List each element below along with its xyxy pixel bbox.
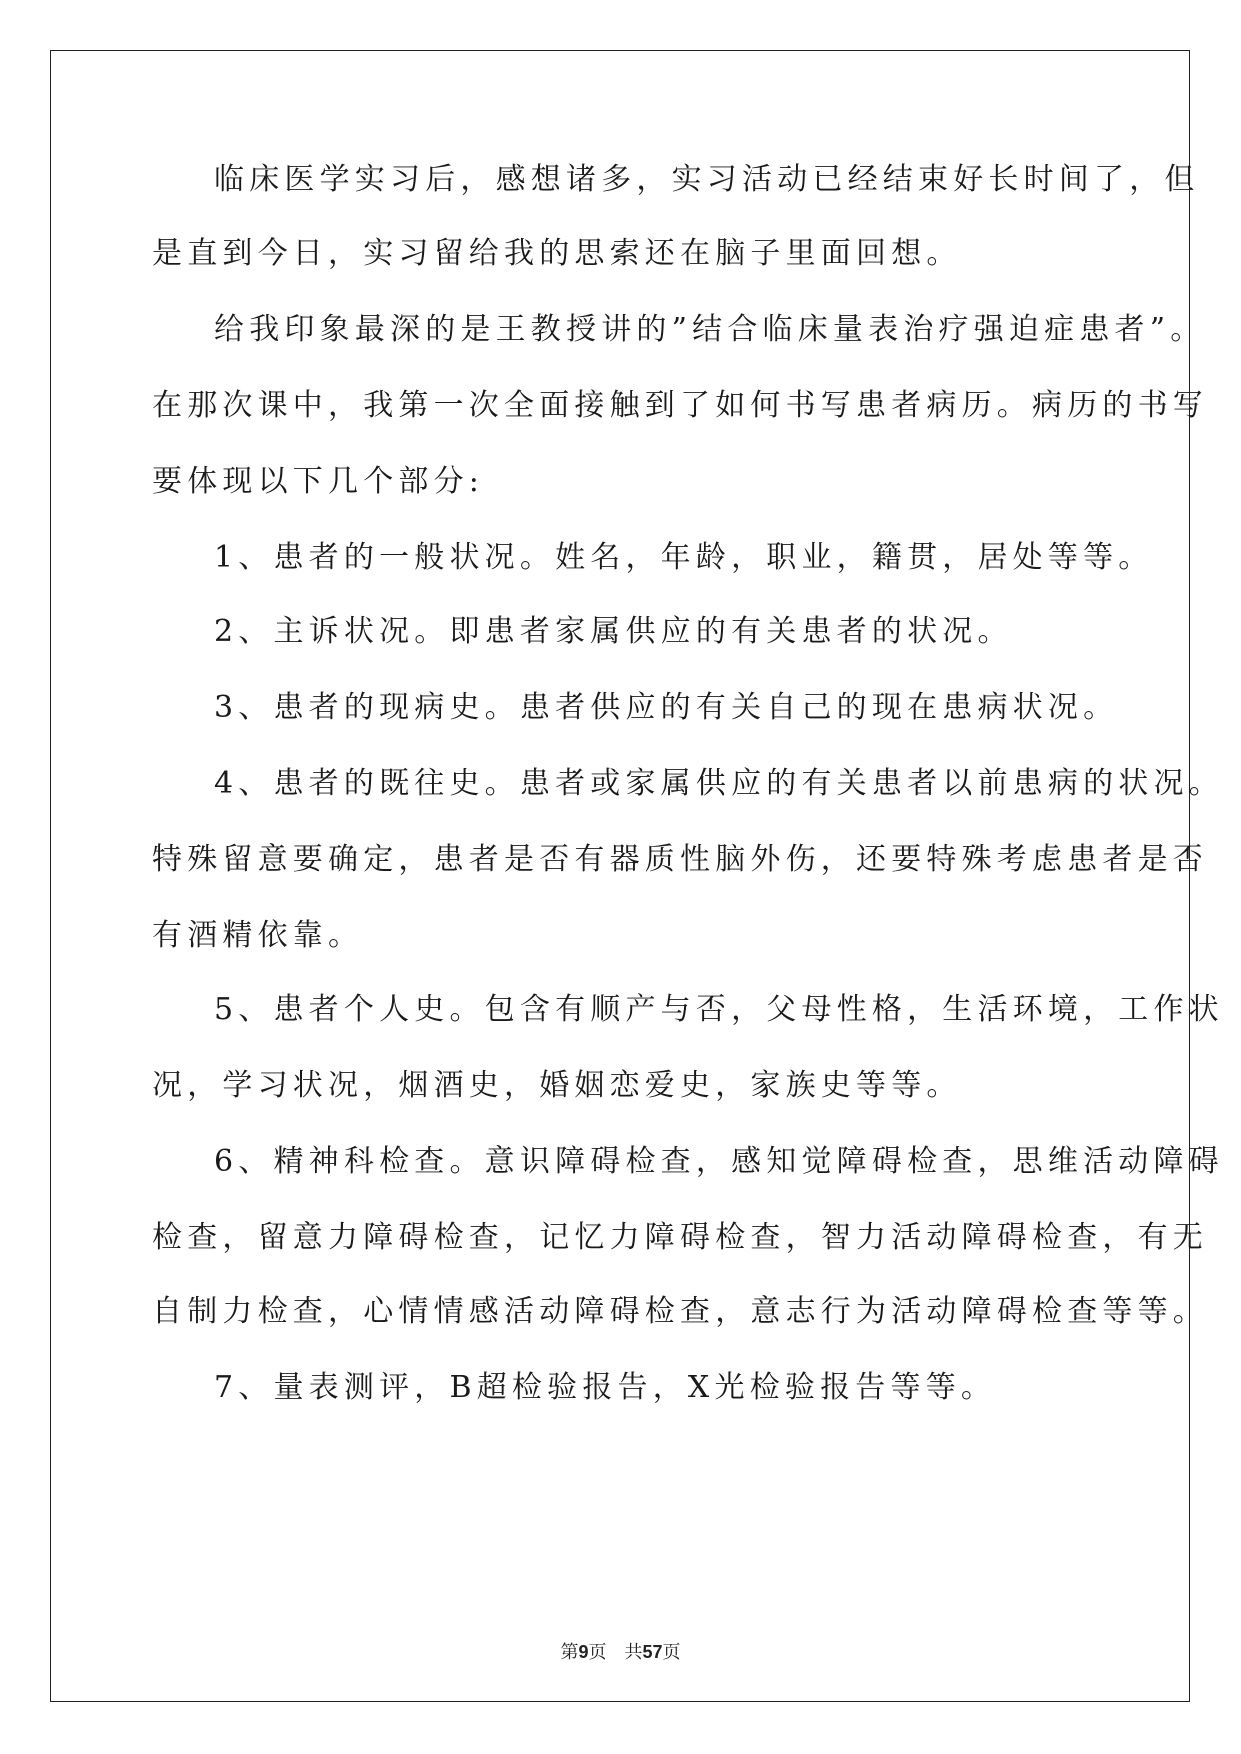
paragraph-line: 有酒精依靠。 bbox=[152, 918, 364, 953]
footer-total-pages: 57 bbox=[642, 1642, 663, 1662]
paragraph-line: 况，学习状况，烟酒史，婚姻恋爱史，家族史等等。 bbox=[152, 1068, 962, 1103]
footer-page-suffix: 页 bbox=[662, 1642, 681, 1662]
paragraph-line: 5、患者个人史。包含有顺产与否，父母性格，生活环境，工作状 bbox=[214, 992, 1224, 1027]
paragraph-line: 给我印象最深的是王教授讲的”结合临床量表治疗强迫症患者”。 bbox=[214, 312, 1206, 347]
paragraph-line: 6、精神科检查。意识障碍检查，感知觉障碍检查，思维活动障碍 bbox=[214, 1144, 1224, 1179]
footer-page-number: 9 bbox=[578, 1642, 589, 1662]
paragraph-line: 临床医学实习后，感想诸多，实习活动已经结束好长时间了，但 bbox=[214, 162, 1200, 197]
paragraph-line: 7、量表测评，B超检验报告，X光检验报告等等。 bbox=[214, 1370, 997, 1405]
paragraph-line: 在那次课中，我第一次全面接触到了如何书写患者病历。病历的书写 bbox=[152, 388, 1208, 423]
paragraph-line: 4、患者的既往史。患者或家属供应的有关患者以前患病的状况。 bbox=[214, 766, 1224, 801]
page-footer bbox=[0, 1638, 1241, 1664]
paragraph-line: 1、患者的一般状况。姓名，年龄，职业，籍贯，居处等等。 bbox=[214, 540, 1154, 575]
footer-page-mid: 页 共 bbox=[588, 1642, 643, 1662]
paragraph-line: 3、患者的现病史。患者供应的有关自己的现在患病状况。 bbox=[214, 690, 1119, 725]
paragraph-line: 2、主诉状况。即患者家属供应的有关患者的状况。 bbox=[214, 614, 1013, 649]
paragraph-line: 是直到今日，实习留给我的思索还在脑子里面回想。 bbox=[152, 236, 962, 271]
paragraph-line: 要体现以下几个部分: bbox=[152, 464, 485, 499]
paragraph-line: 检查，留意力障碍检查，记忆力障碍检查，智力活动障碍检查，有无 bbox=[152, 1220, 1208, 1255]
footer-page-prefix: 第 bbox=[560, 1642, 579, 1662]
paragraph-line: 自制力检查，心情情感活动障碍检查，意志行为活动障碍检查等等。 bbox=[152, 1294, 1208, 1329]
paragraph-line: 特殊留意要确定，患者是否有器质性脑外伤，还要特殊考虑患者是否 bbox=[152, 842, 1208, 877]
